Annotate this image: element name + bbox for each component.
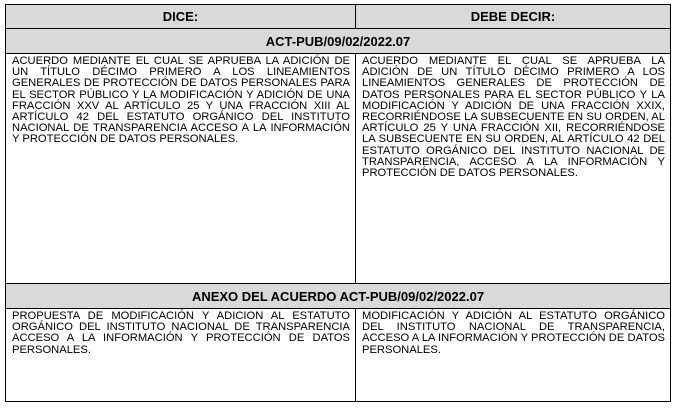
section1-debe-decir-text: ACUERDO MEDIANTE EL CUAL SE APRUEBA LA ADICIÓN DE UN TÍTULO DÉCIMO PRIMERO A LOS LINEAMIENTOS GENERALES DE PROTECCIÓN DE DATOS PERSONALES PARA EL SECTOR PÚBLICO Y LA MODIFICACIÓN Y ADICIÓN DE UNA FRACCIÓN XXIX, RECORRIÉNDOSE LA SUBSECUENTE EN SU ORDEN, AL ARTÍCULO 25 Y UNA FRACCIÓN XII, RECORRIÉNDOSE LA SUBSECUENTE EN SU ORDEN, AL ARTÍCULO 42 DEL ESTATUTO ORGÁNICO DEL INSTITUTO NACIONAL DE TRANSPARENCIA, ACCESO A LA INFORMACIÓN Y PROTECCIÓN DE DATOS PERSONALES. (356, 54, 671, 284)
section1-title-row (6, 29, 671, 54)
section1-content-row (6, 54, 671, 284)
section2-title: ANEXO DEL ACUERDO ACT-PUB/09/02/2022.07 (6, 284, 671, 309)
section2-content-row (6, 309, 671, 402)
section1-dice-text: ACUERDO MEDIANTE EL CUAL SE APRUEBA LA ADICIÓN DE UN TÍTULO DÉCIMO PRIMERO A LOS LINEAMIENTOS GENERALES DE PROTECCIÓN DE DATOS PERSONALES PARA EL SECTOR PÚBLICO Y LA MODIFICACIÓN Y ADICIÓN DE UNA FRACCIÓN XXV AL ARTÍCULO 25 Y UNA FRACCIÓN XIII AL ARTÍCULO 42 DEL ESTATUTO ORGÁNICO DEL INSTITUTO NACIONAL DE TRANSPARENCIA ACCESO A LA INFORMACIÓN Y PROTECCIÓN DE DATOS PERSONALES. (6, 54, 356, 284)
section2-dice-text: PROPUESTA DE MODIFICACIÓN Y ADICION AL ESTATUTO ORGÁNICO DEL INSTITUTO NACIONAL DE TRANSPARENCIA ACCESO A LA INFORMACIÓN Y PROTECCIÓN DE DATOS PERSONALES. (6, 309, 356, 402)
errata-table (5, 4, 671, 402)
section2-title-row (6, 284, 671, 309)
section1-title: ACT-PUB/09/02/2022.07 (6, 29, 671, 54)
errata-table-container (5, 4, 670, 402)
header-debe-decir: DEBE DECIR: (356, 5, 671, 29)
section2-debe-decir-text: MODIFICACIÓN Y ADICIÓN AL ESTATUTO ORGÁNICO DEL INSTITUTO NACIONAL DE TRANSPARENCIA, ACCESO A LA INFORMACIÓN Y PROTECCIÓN DE DATOS PERSONALES. (356, 309, 671, 402)
header-dice: DICE: (6, 5, 356, 29)
header-row (6, 5, 671, 29)
